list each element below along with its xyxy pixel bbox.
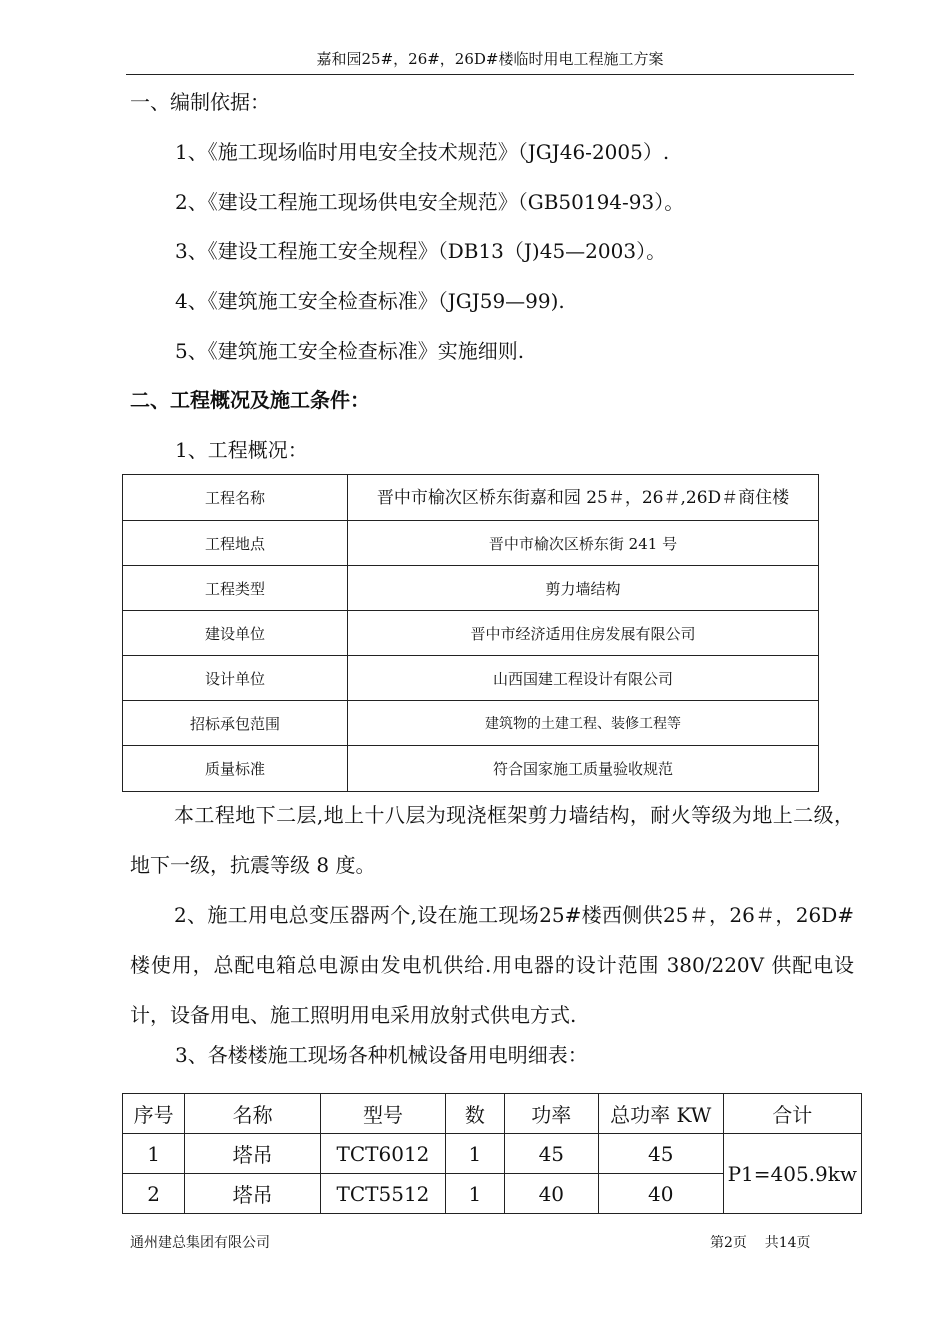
info-row [123,656,819,701]
info-value: 晋中市经济适用住房发展有限公司 [348,611,819,656]
col-header-name: 名称 [185,1094,321,1134]
cell-index: 2 [123,1174,185,1214]
col-header-index: 序号 [123,1094,185,1134]
cell-total-power: 45 [598,1134,723,1174]
footer-company: 通州建总集团有限公司 [130,1235,270,1251]
power-supply-paragraph: 2、施工用电总变压器两个,设在施工现场25#楼西侧供25＃，26＃，26D#楼使用，总配电箱总电源由发电机供给.用电器的设计范围 380/220V 供配电设计，设备用电、施工照明用电采用放射式供电方式. [130,903,854,1027]
reference-item-5: 5、《建筑施工安全检查标准》实施细则. [175,339,525,363]
reference-item-3: 3、《建设工程施工安全规程》（DB13（J)45—2003）。 [175,239,667,263]
reference-item-2: 2、《建设工程施工现场供电安全规范》（GB50194-93）。 [175,190,685,214]
info-key: 工程类型 [123,566,348,611]
cell-index: 1 [123,1134,185,1174]
info-value: 晋中市榆次区桥东街 241 号 [348,521,819,566]
info-value: 晋中市榆次区桥东街嘉和园 25＃，26＃,26D＃商住楼 [348,475,819,521]
equipment-table [122,1093,862,1214]
info-value: 山西国建工程设计有限公司 [348,656,819,701]
info-value: 建筑物的土建工程、装修工程等 [348,701,819,746]
info-row [123,521,819,566]
info-key: 招标承包范围 [123,701,348,746]
footer-page-number: 第2页 共14页 [710,1235,811,1251]
project-info-table [122,474,819,792]
cell-power: 40 [504,1174,598,1214]
col-header-total-power: 总功率 KW [598,1094,723,1134]
col-header-power: 功率 [504,1094,598,1134]
reference-item-1: 1、《施工现场临时用电安全技术规范》（JGJ46-2005）. [175,140,670,164]
header-title: 嘉和园25#，26#，26D#楼临时用电工程施工方案 [316,50,664,68]
info-value: 剪力墙结构 [348,566,819,611]
col-header-model: 型号 [320,1094,445,1134]
cell-model: TCT6012 [320,1134,445,1174]
info-key: 工程名称 [123,475,348,521]
page-header [126,44,854,75]
table-row [123,1134,862,1174]
section2-subtitle-overview: 1、工程概况： [175,438,308,462]
info-key: 设计单位 [123,656,348,701]
info-row [123,566,819,611]
info-key: 建设单位 [123,611,348,656]
section1-title: 一、编制依据： [130,90,270,114]
info-row [123,475,819,521]
section2-title: 二、工程概况及施工条件： [130,388,370,412]
info-row [123,701,819,746]
cell-count: 1 [446,1134,505,1174]
info-row [123,611,819,656]
cell-count: 1 [446,1174,505,1214]
reference-item-4: 4、《建筑施工安全检查标准》（JGJ59—99). [175,289,565,313]
col-header-sum: 合计 [723,1094,861,1134]
structure-paragraph: 本工程地下二层,地上十八层为现浇框架剪力墙结构，耐火等级为地上二级，地下一级，抗震等级 8 度。 [130,803,854,877]
cell-power: 45 [504,1134,598,1174]
cell-name: 塔吊 [185,1134,321,1174]
equipment-header-row [123,1094,862,1134]
info-row [123,746,819,792]
equipment-subtitle: 3、各楼楼施工现场各种机械设备用电明细表： [175,1043,588,1067]
cell-sum: P1=405.9kw [723,1134,861,1214]
cell-total-power: 40 [598,1174,723,1214]
info-value: 符合国家施工质量验收规范 [348,746,819,792]
cell-name: 塔吊 [185,1174,321,1214]
col-header-count: 数 [446,1094,505,1134]
info-key: 工程地点 [123,521,348,566]
info-key: 质量标准 [123,746,348,792]
cell-model: TCT5512 [320,1174,445,1214]
